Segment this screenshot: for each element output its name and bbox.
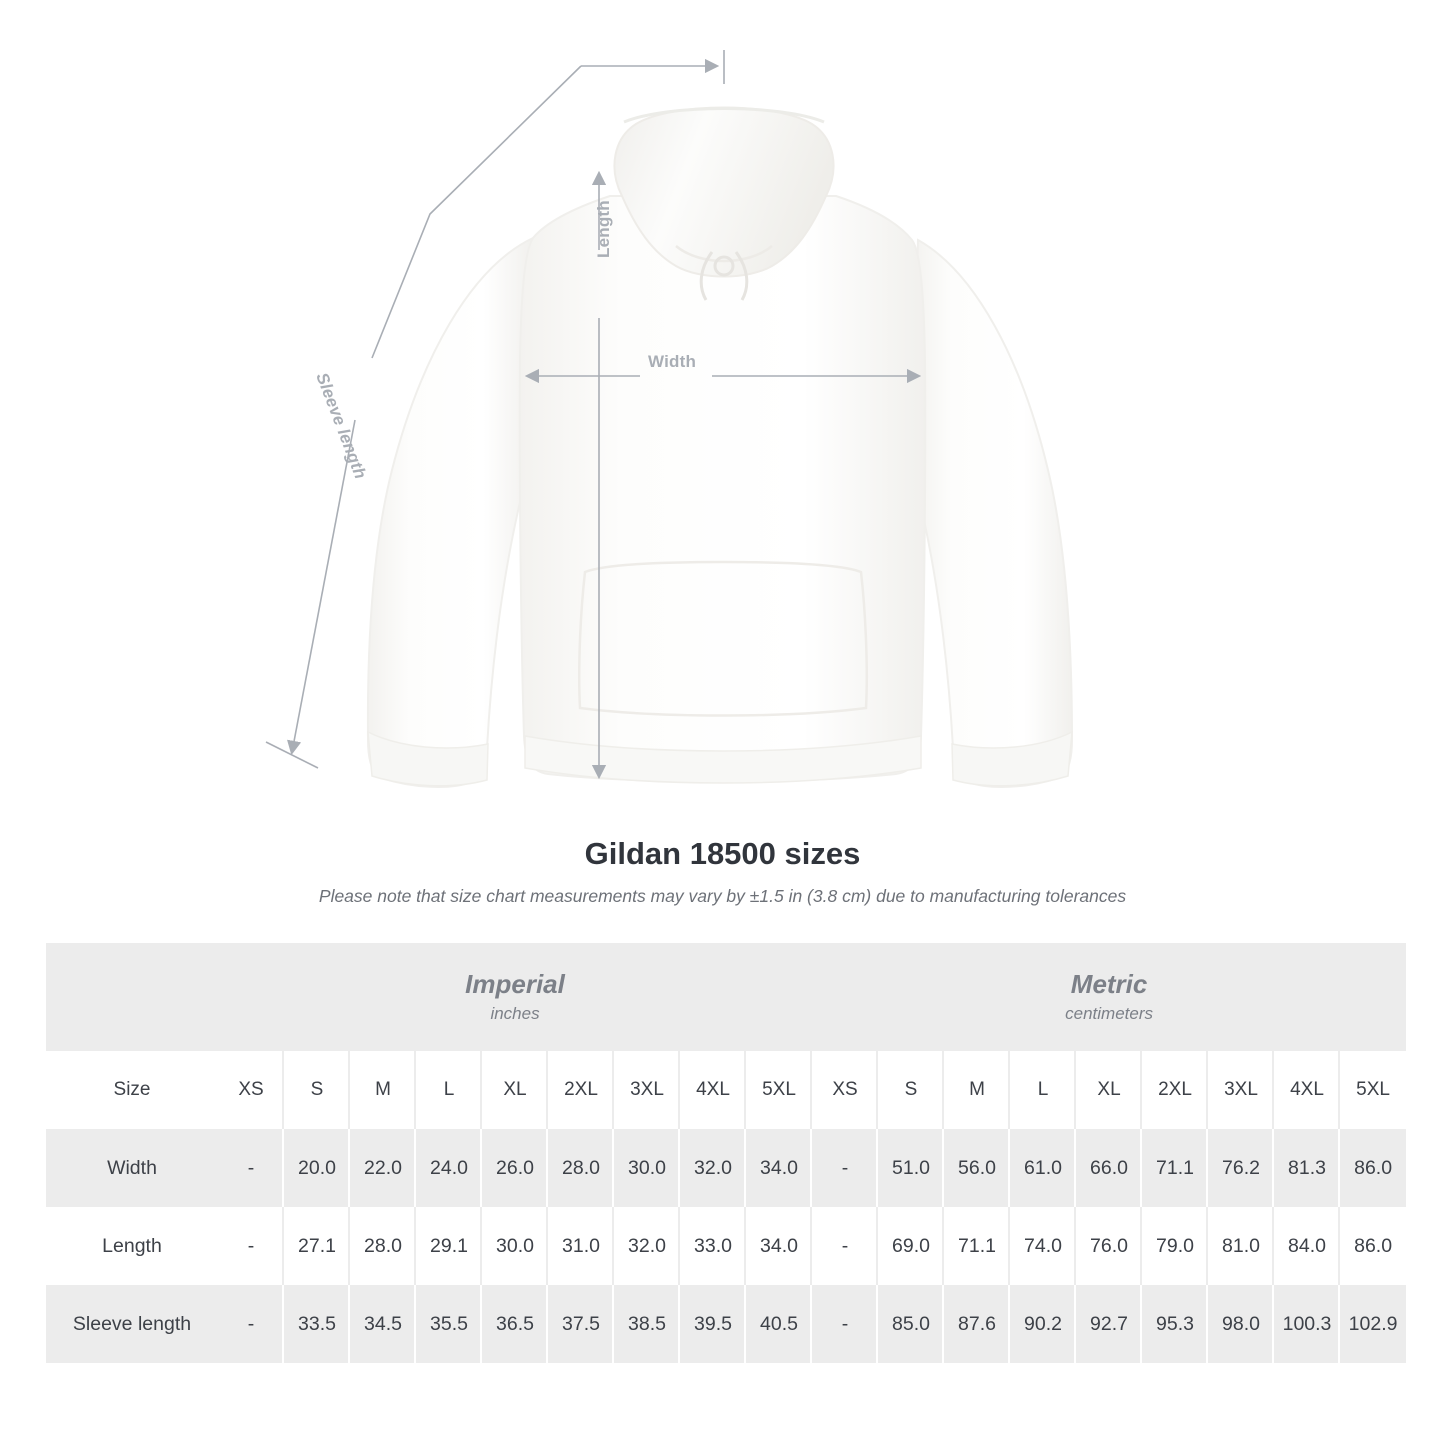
size-col-metric-5xl: 5XL (1340, 1051, 1406, 1129)
cell: 69.0 (878, 1207, 944, 1285)
cell: 86.0 (1340, 1207, 1406, 1285)
cell: 22.0 (350, 1129, 416, 1207)
unit-spacer (46, 943, 218, 1051)
size-col-metric-xl: XL (1076, 1051, 1142, 1129)
cell: 90.2 (1010, 1285, 1076, 1363)
cell: 81.3 (1274, 1129, 1340, 1207)
cell: 95.3 (1142, 1285, 1208, 1363)
page-title: Gildan 18500 sizes (584, 836, 861, 871)
cell: 26.0 (482, 1129, 548, 1207)
width-label: Width (648, 352, 697, 371)
size-col-imperial-2xl: 2XL (548, 1051, 614, 1129)
cell: 86.0 (1340, 1129, 1406, 1207)
row-label-sleeve-length: Sleeve length (46, 1285, 218, 1363)
unit-imperial-name: Imperial (465, 969, 565, 999)
cell: 36.5 (482, 1285, 548, 1363)
unit-metric-name: Metric (1070, 969, 1148, 999)
cell: 79.0 (1142, 1207, 1208, 1285)
unit-imperial-sub: inches (490, 1003, 540, 1023)
size-col-metric-s: S (878, 1051, 944, 1129)
cell: 20.0 (284, 1129, 350, 1207)
cell: 34.5 (350, 1285, 416, 1363)
cell: 38.5 (614, 1285, 680, 1363)
size-header-row (46, 1051, 1406, 1129)
size-col-imperial-m: M (350, 1051, 416, 1129)
cell: 71.1 (1142, 1129, 1208, 1207)
size-col-imperial-5xl: 5XL (746, 1051, 812, 1129)
size-col-imperial-l: L (416, 1051, 482, 1129)
size-col-metric-xs: XS (812, 1051, 878, 1129)
table-row (46, 1285, 1406, 1363)
tolerance-note: Please note that size chart measurements may vary by ±1.5 in (3.8 cm) due to manufacturing tolerances (318, 886, 1127, 906)
cell: 27.1 (284, 1207, 350, 1285)
size-table-wrapper (46, 943, 1399, 1363)
cell: 74.0 (1010, 1207, 1076, 1285)
cell: 87.6 (944, 1285, 1010, 1363)
size-col-metric-4xl: 4XL (1274, 1051, 1340, 1129)
size-col-imperial-xs: XS (218, 1051, 284, 1129)
cell: 33.5 (284, 1285, 350, 1363)
size-col-imperial-3xl: 3XL (614, 1051, 680, 1129)
cell: 34.0 (746, 1129, 812, 1207)
cell: 32.0 (614, 1207, 680, 1285)
cell: 24.0 (416, 1129, 482, 1207)
size-col-metric-2xl: 2XL (1142, 1051, 1208, 1129)
cell: 28.0 (350, 1207, 416, 1285)
table-row (46, 1207, 1406, 1285)
cell: 33.0 (680, 1207, 746, 1285)
cell: 71.1 (944, 1207, 1010, 1285)
size-col-metric-l: L (1010, 1051, 1076, 1129)
unit-metric-sub: centimeters (1065, 1003, 1154, 1023)
cell: 84.0 (1274, 1207, 1340, 1285)
cell: 28.0 (548, 1129, 614, 1207)
size-col-imperial-4xl: 4XL (680, 1051, 746, 1129)
size-col-imperial-s: S (284, 1051, 350, 1129)
cell: - (812, 1285, 878, 1363)
cell: 76.0 (1076, 1207, 1142, 1285)
cell: 29.1 (416, 1207, 482, 1285)
cell: - (218, 1129, 284, 1207)
title-block (0, 836, 1445, 907)
size-table (46, 943, 1406, 1363)
row-label-length: Length (46, 1207, 218, 1285)
hoodie-shape (368, 108, 1072, 787)
sleeve-length-label: Sleeve length (312, 370, 371, 482)
size-header-cell: Size (46, 1051, 218, 1129)
size-col-imperial-xl: XL (482, 1051, 548, 1129)
cell: - (218, 1207, 284, 1285)
cell: 76.2 (1208, 1129, 1274, 1207)
size-col-metric-m: M (944, 1051, 1010, 1129)
cell: - (812, 1129, 878, 1207)
cell: 34.0 (746, 1207, 812, 1285)
cell: 40.5 (746, 1285, 812, 1363)
cell: - (218, 1285, 284, 1363)
cell: 81.0 (1208, 1207, 1274, 1285)
unit-header-row (46, 943, 1406, 1051)
unit-imperial (218, 943, 812, 1051)
cell: 32.0 (680, 1129, 746, 1207)
cell: 30.0 (614, 1129, 680, 1207)
size-col-metric-3xl: 3XL (1208, 1051, 1274, 1129)
cell: 66.0 (1076, 1129, 1142, 1207)
cell: 31.0 (548, 1207, 614, 1285)
cell: 102.9 (1340, 1285, 1406, 1363)
cell: 98.0 (1208, 1285, 1274, 1363)
cell: 100.3 (1274, 1285, 1340, 1363)
row-label-width: Width (46, 1129, 218, 1207)
cell: 37.5 (548, 1285, 614, 1363)
length-label: Length (594, 200, 613, 258)
cell: 51.0 (878, 1129, 944, 1207)
cell: 56.0 (944, 1129, 1010, 1207)
cell: 35.5 (416, 1285, 482, 1363)
table-row (46, 1129, 1406, 1207)
cell: 30.0 (482, 1207, 548, 1285)
cell: 61.0 (1010, 1129, 1076, 1207)
cell: 39.5 (680, 1285, 746, 1363)
cell: 85.0 (878, 1285, 944, 1363)
cell: 92.7 (1076, 1285, 1142, 1363)
unit-metric (812, 943, 1406, 1051)
cell: - (812, 1207, 878, 1285)
